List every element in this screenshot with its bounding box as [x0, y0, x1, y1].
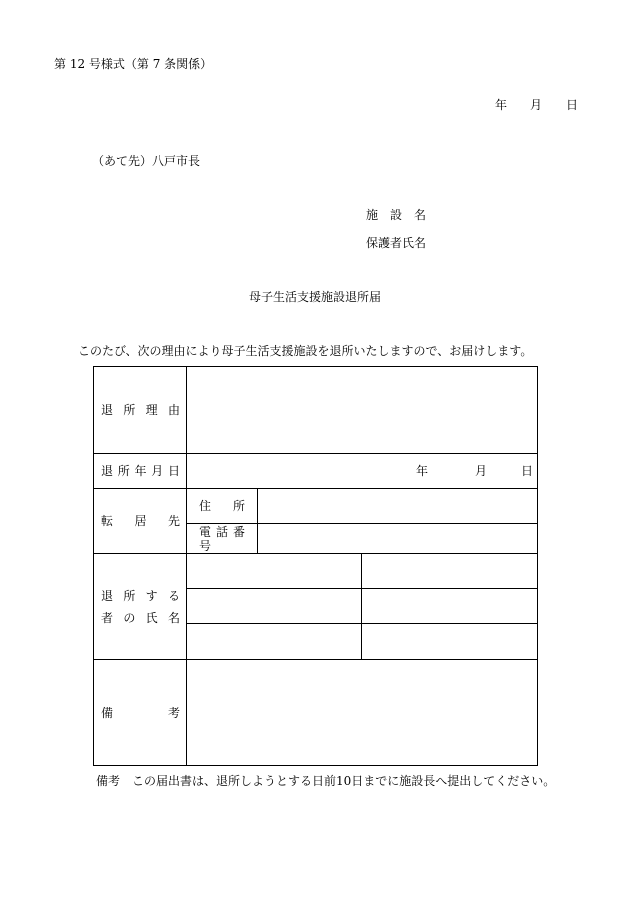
withdrawal-date-label: 退所年月日: [101, 464, 180, 478]
destination-label: 転居先: [101, 514, 180, 528]
form-number: 第 12 号様式（第 7 条関係）: [54, 57, 213, 71]
reason-label-cell: [94, 367, 187, 454]
withdrawal-year-unit: 年: [416, 464, 429, 478]
document-title: 母子生活支援施設退所届: [248, 290, 381, 304]
reason-label: 退所理由: [101, 403, 180, 417]
leaver-name-input-3b[interactable]: [362, 624, 538, 660]
facility-name-label: 施 設 名: [366, 208, 427, 222]
remarks-label: 備考: [101, 705, 180, 720]
destination-label-cell: [94, 489, 187, 554]
leaver-name-input-2b[interactable]: [362, 589, 538, 624]
leaver-name-input-1b[interactable]: [362, 554, 538, 589]
phone-label: 電話番号: [199, 524, 245, 553]
address-label: 住所: [199, 499, 245, 513]
leaver-name-input-2a[interactable]: [187, 589, 362, 624]
addressee: （あて先）八戸市長: [92, 154, 201, 168]
reason-input[interactable]: [187, 367, 538, 454]
date-year-unit: 年: [495, 98, 508, 112]
guardian-name-label: 保護者氏名: [366, 236, 427, 250]
date-label-cell: [94, 454, 187, 489]
leaver-name-input-3a[interactable]: [187, 624, 362, 660]
leavers-label-line2: 者の氏名: [101, 610, 180, 625]
date-month-unit: 月: [530, 98, 543, 112]
leaver-name-input-1a[interactable]: [187, 554, 362, 589]
footer-note: 備考 この届出書は、退所しようとする日前10日までに施設長へ提出してください。: [96, 774, 556, 788]
address-input[interactable]: [258, 489, 538, 524]
intro-text: このたび、次の理由により母子生活支援施設を退所いたしますので、お届けします。: [78, 344, 533, 358]
withdrawal-day-unit: 日: [521, 464, 534, 478]
leavers-label-line1: 退所する: [101, 588, 180, 603]
phone-label-cell: [187, 524, 258, 554]
phone-input[interactable]: [258, 524, 538, 554]
withdrawal-form-table: [93, 366, 538, 766]
remarks-label-cell: [94, 660, 187, 766]
address-label-cell: [187, 489, 258, 524]
leavers-label-cell: [94, 554, 187, 660]
remarks-input[interactable]: [187, 660, 538, 766]
withdrawal-month-unit: 月: [475, 464, 488, 478]
date-day-unit: 日: [566, 98, 579, 112]
withdrawal-date-input[interactable]: [187, 454, 538, 489]
